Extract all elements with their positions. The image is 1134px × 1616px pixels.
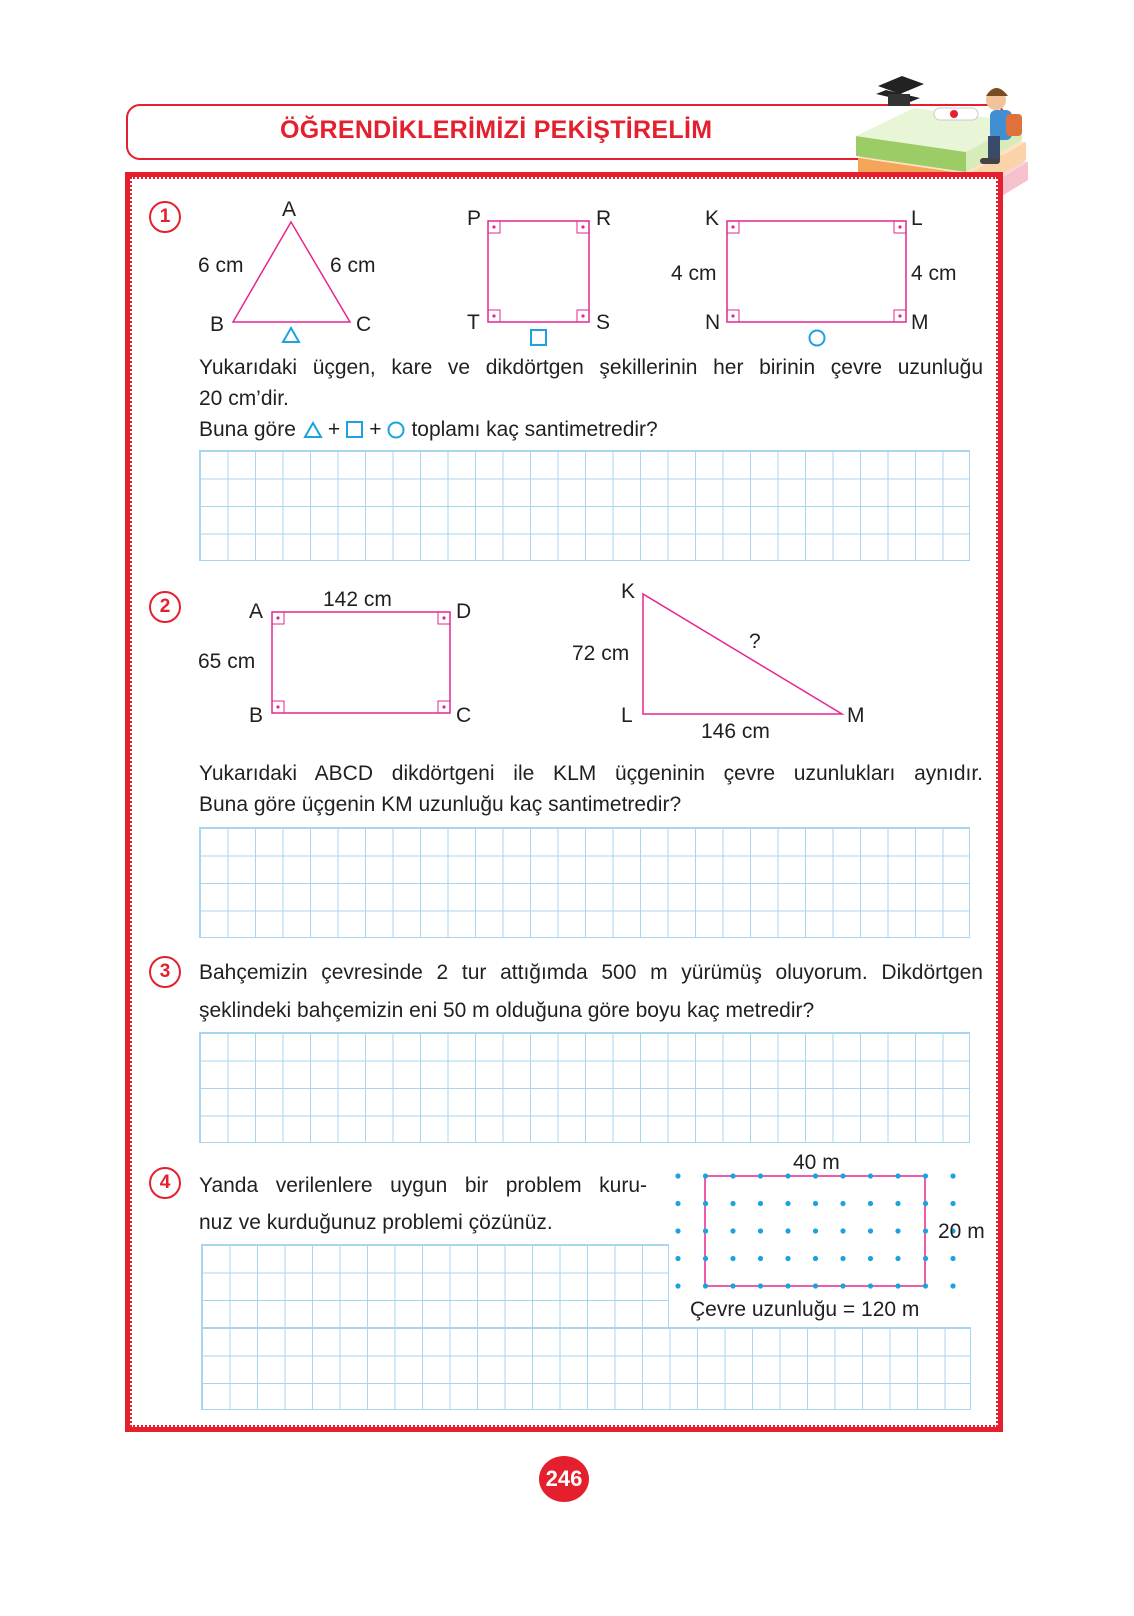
rect2-side-ab: 65 cm [198, 650, 256, 673]
grid-dot [675, 1228, 680, 1233]
grid-dot [703, 1283, 708, 1288]
question-1-badge: 1 [149, 201, 181, 233]
grid-dot [675, 1201, 680, 1206]
grid-dot [840, 1256, 845, 1261]
q1-question-line [199, 414, 658, 445]
page-title: ÖĞRENDİKLERİMİZİ PEKİŞTİRELİM [280, 116, 713, 144]
rect-side-kn: 4 cm [671, 262, 717, 285]
q3-answer-grid[interactable] [199, 1032, 970, 1143]
square-vertex-t: T [467, 311, 480, 334]
grid-dot [758, 1283, 763, 1288]
q1-question-prefix: Buna göre [199, 418, 296, 441]
grid-dot [923, 1173, 928, 1178]
square-vertex-r: R [596, 207, 612, 230]
grid-dot [923, 1228, 928, 1233]
rect-vertex-l: L [911, 207, 923, 230]
grid-dot [675, 1283, 680, 1288]
grid-dot [840, 1283, 845, 1288]
grid-dot [758, 1256, 763, 1261]
square-shape-icon [346, 421, 363, 438]
q4-answer-grid-lower[interactable] [201, 1327, 971, 1410]
rect-vertex-m: M [911, 311, 929, 334]
grid-dot [868, 1228, 873, 1233]
grid-dot [840, 1228, 845, 1233]
tri2-vertex-k: K [621, 580, 636, 603]
triangle-vertex-b: B [210, 313, 225, 336]
grid-dot [703, 1228, 708, 1233]
page-number: 246 [539, 1456, 589, 1502]
tri2-vertex-m: M [847, 704, 865, 727]
tri2-side-lm: 146 cm [701, 720, 770, 743]
triangle-side-ac: 6 cm [330, 254, 376, 277]
grid-dot [785, 1283, 790, 1288]
grid-dot [675, 1256, 680, 1261]
grid-dot [730, 1201, 735, 1206]
grid-dot [703, 1173, 708, 1178]
grid-dot [895, 1283, 900, 1288]
triangle-vertex-c: C [356, 313, 372, 336]
rect-side-lm: 4 cm [911, 262, 957, 285]
dot-rect-top-length: 40 m [793, 1151, 840, 1174]
grid-dot [923, 1283, 928, 1288]
dot-grid-figure [0, 0, 1, 1]
q4-text-line2: nuz ve kurduğunuz problemi çözünüz. [199, 1211, 553, 1234]
grid-dot [923, 1256, 928, 1261]
q2-answer-grid[interactable] [199, 827, 970, 938]
grid-dot [785, 1201, 790, 1206]
grid-dot [950, 1173, 955, 1178]
q1-plus-2: + [369, 418, 382, 441]
triangle-vertex-a: A [282, 198, 297, 221]
grid-dot [730, 1228, 735, 1233]
q1-plus-1: + [327, 418, 341, 441]
q4-text-line1: Yanda verilenlere uygun bir problem kuru- [199, 1174, 647, 1197]
rect-vertex-k: K [705, 207, 720, 230]
rect2-vertex-d: D [456, 600, 472, 623]
grid-dot [868, 1173, 873, 1178]
q3-text-line2: şeklindeki bahçemizin eni 50 m olduğuna göre boyu kaç metredir? [199, 999, 815, 1022]
grid-dot [868, 1283, 873, 1288]
grid-dot [840, 1173, 845, 1178]
grid-dot [895, 1228, 900, 1233]
rect-vertex-n: N [705, 311, 721, 334]
rect2-vertex-a: A [249, 600, 264, 623]
grid-dot [950, 1201, 955, 1206]
grid-dot [730, 1256, 735, 1261]
grid-dot [730, 1173, 735, 1178]
rect2-vertex-c: C [456, 704, 472, 727]
q4-answer-grid-upper[interactable] [201, 1244, 669, 1328]
grid-dot [758, 1173, 763, 1178]
perimeter-label: Çevre uzunluğu = 120 m [690, 1298, 920, 1321]
grid-dot [813, 1256, 818, 1261]
grid-dot [703, 1201, 708, 1206]
question-2-badge: 2 [149, 591, 181, 623]
grid-dot [813, 1201, 818, 1206]
grid-dot [675, 1173, 680, 1178]
q1-answer-grid[interactable] [199, 450, 970, 561]
grid-dot [703, 1256, 708, 1261]
question-3-badge: 3 [149, 956, 181, 988]
q2-text-line1: Yukarıdaki ABCD dikdörtgeni ile KLM üçgeninin çevre uzunlukları aynıdır. [199, 762, 983, 785]
tri2-vertex-l: L [621, 704, 633, 727]
q1-question-suffix: toplamı kaç santimetredir? [411, 418, 658, 441]
question-4-badge: 4 [149, 1167, 181, 1199]
rect2-side-ad: 142 cm [323, 588, 392, 611]
triangle-side-ab: 6 cm [198, 254, 244, 277]
grid-dot [868, 1201, 873, 1206]
q2-text-line2: Buna göre üçgenin KM uzunluğu kaç santimetredir? [199, 793, 682, 816]
q1-text-line2: 20 cm’dir. [199, 387, 289, 410]
grid-dot [758, 1201, 763, 1206]
grid-dot [785, 1256, 790, 1261]
grid-dot [950, 1256, 955, 1261]
grid-dot [840, 1201, 845, 1206]
tri2-side-kl: 72 cm [572, 642, 630, 665]
grid-dot [923, 1201, 928, 1206]
square-vertex-s: S [596, 311, 611, 334]
grid-dot [895, 1201, 900, 1206]
grid-dot [813, 1283, 818, 1288]
dot-rect-right-length: 20 m [938, 1220, 985, 1243]
grid-dot [950, 1283, 955, 1288]
grid-dot [895, 1256, 900, 1261]
tri2-side-km-unknown: ? [749, 630, 761, 653]
triangle-shape-icon [304, 422, 322, 438]
square-vertex-p: P [467, 207, 482, 230]
rect2-vertex-b: B [249, 704, 264, 727]
grid-dot [730, 1283, 735, 1288]
grid-dot [813, 1228, 818, 1233]
circle-shape-icon [387, 421, 405, 439]
grid-dot [868, 1256, 873, 1261]
grid-dot [758, 1228, 763, 1233]
grid-dot [785, 1228, 790, 1233]
q3-text-line1: Bahçemizin çevresinde 2 tur attığımda 500 m yürümüş oluyorum. Dikdörtgen [199, 961, 983, 984]
q1-text-line1: Yukarıdaki üçgen, kare ve dikdörtgen şekillerinin her birinin çevre uzunluğu [199, 356, 983, 379]
grid-dot [785, 1173, 790, 1178]
grid-dot [895, 1173, 900, 1178]
